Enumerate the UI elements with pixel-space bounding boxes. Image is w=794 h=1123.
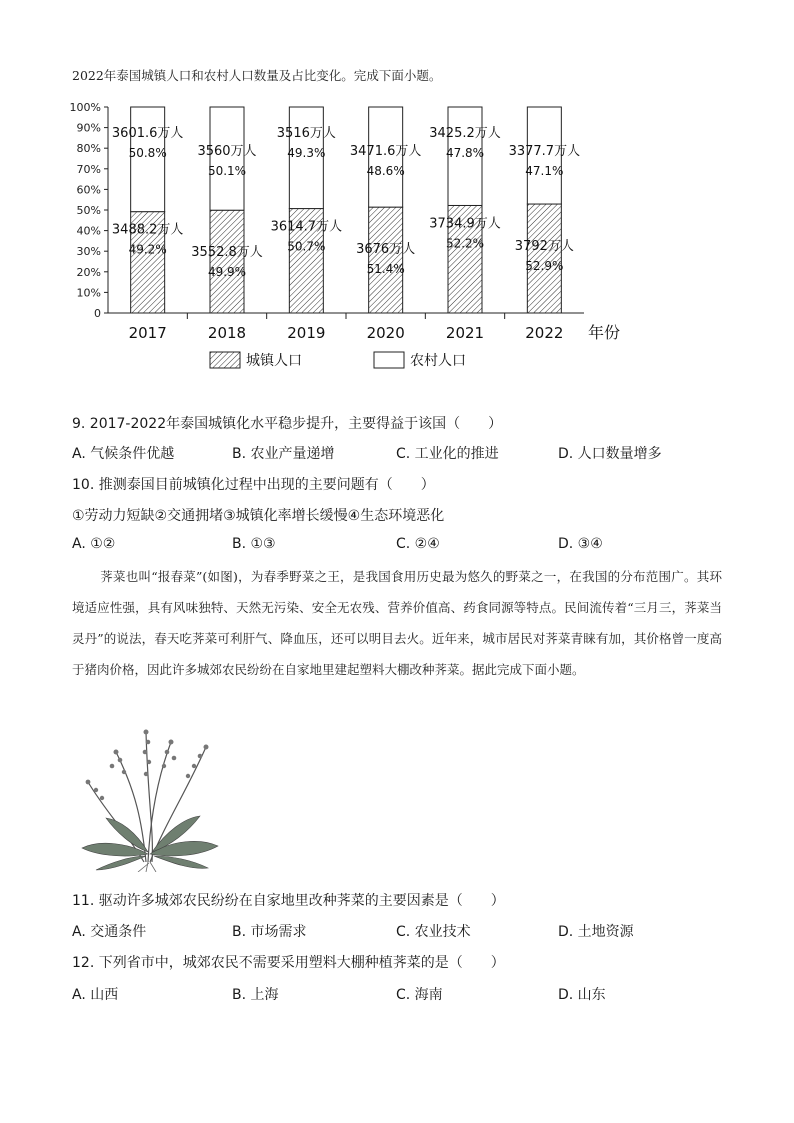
question-12: 12. 下列省市中，城郊农民不需要采用塑料大棚种植荠菜的是（ ） xyxy=(72,955,505,971)
y-tick-label: 70% xyxy=(76,162,101,176)
data-label-rural-percent: 50.1% xyxy=(207,164,247,178)
passage-text: 荠菜也叫“报春菜”(如图)，为春季野菜之王，是我国食用历史最为悠久的野菜之一，在我国的分布范围广。其环境适应性强，具有风味独特、天然无污染、安全无农残、营养价值高、药食同源等特点。民间流传着“三月三，荠菜当灵丹”的说法，春天吃荠菜可利肝气、降血压，还可以明目去火。近年来，城市居民对荠菜青睐有加，其价格曾一度高于猪肉价格，因此许多城郊农民纷纷在自家地里建起塑料大棚改种荠菜。据此完成下面小题。 xyxy=(72,569,722,677)
data-label-rural-amount: 3425.2万人 xyxy=(429,126,501,141)
q11-option-d[interactable]: D. 土地资源 xyxy=(558,924,634,940)
y-tick-label: 0 xyxy=(94,307,101,320)
data-label-urban-amount: 3488.2万人 xyxy=(111,222,184,238)
q11-option-c[interactable]: C. 农业技术 xyxy=(396,924,471,940)
data-label-urban-percent: 49.2% xyxy=(128,242,167,257)
legend-label-urban: 城镇人口 xyxy=(246,353,302,369)
x-tick-label: 2021 xyxy=(445,324,485,342)
data-label-rural-amount: 3516万人 xyxy=(276,126,336,141)
x-tick-label: 2019 xyxy=(287,324,326,342)
y-tick-label: 80% xyxy=(76,142,101,156)
data-label-urban-amount: 3676万人 xyxy=(356,242,416,258)
q10-option-d[interactable]: D. ③④ xyxy=(558,536,603,552)
data-label-rural-percent: 48.6% xyxy=(366,164,405,178)
question-10: 10. 推测泰国目前城镇化过程中出现的主要问题有（ ） xyxy=(72,477,435,493)
legend-swatch-rural xyxy=(374,352,404,368)
question-10-items: ①劳动力短缺②交通拥堵③城镇化率增长缓慢④生态环境恶化 xyxy=(72,508,445,524)
q12-option-a[interactable]: A. 山西 xyxy=(72,987,119,1003)
y-tick-label: 100% xyxy=(69,101,101,114)
legend-label-rural: 农村人口 xyxy=(410,353,466,369)
q9-option-b[interactable]: B. 农业产量递增 xyxy=(232,446,335,462)
bar-urban-population xyxy=(366,207,405,313)
y-tick-label: 10% xyxy=(76,286,101,300)
data-label-urban-percent: 52.9% xyxy=(525,259,564,274)
q9-option-c[interactable]: C. 工业化的推进 xyxy=(396,446,499,462)
data-label-rural-amount: 3560万人 xyxy=(197,144,257,159)
y-tick-label: 20% xyxy=(76,265,101,279)
question-9: 9. 2017-2022年泰国城镇化水平稳步提升，主要得益于该国（ ） xyxy=(72,416,503,432)
q9-option-a[interactable]: A. 气候条件优越 xyxy=(72,446,175,462)
y-tick-label: 50% xyxy=(76,204,101,217)
y-tick-label: 30% xyxy=(76,245,101,259)
data-label-rural-percent: 49.3% xyxy=(287,146,326,160)
q11-option-b[interactable]: B. 市场需求 xyxy=(232,924,307,940)
data-label-urban-percent: 49.9% xyxy=(207,265,247,280)
y-tick-label: 40% xyxy=(76,224,101,238)
legend-swatch-urban xyxy=(210,352,240,368)
data-label-urban-percent: 51.4% xyxy=(366,262,405,277)
x-tick-label: 2022 xyxy=(525,324,564,342)
x-axis-title: 年份 xyxy=(588,323,621,342)
q12-option-b[interactable]: B. 上海 xyxy=(232,987,279,1003)
passage xyxy=(72,561,722,685)
data-label-urban-percent: 50.7% xyxy=(287,239,326,254)
q10-option-c[interactable]: C. ②④ xyxy=(396,536,440,552)
q11-option-a[interactable]: A. 交通条件 xyxy=(72,924,147,940)
data-label-rural-percent: 50.8% xyxy=(128,146,167,160)
data-label-urban-percent: 52.2% xyxy=(445,236,485,251)
shepherds-purse-illustration xyxy=(76,722,226,872)
data-label-urban-amount: 3552.8万人 xyxy=(191,245,263,261)
data-label-urban-amount: 3614.7万人 xyxy=(270,219,343,235)
y-tick-label: 60% xyxy=(76,183,101,197)
population-stacked-bar-chart xyxy=(60,96,640,386)
y-tick-label: 90% xyxy=(76,121,101,135)
q12-option-c[interactable]: C. 海南 xyxy=(396,987,443,1003)
q10-option-b[interactable]: B. ①③ xyxy=(232,536,276,552)
q9-option-d[interactable]: D. 人口数量增多 xyxy=(558,446,662,462)
data-label-urban-amount: 3792万人 xyxy=(514,239,574,255)
data-label-urban-amount: 3734.9万人 xyxy=(429,216,501,232)
data-label-rural-amount: 3601.6万人 xyxy=(111,126,184,141)
x-tick-label: 2020 xyxy=(366,324,405,342)
x-tick-label: 2017 xyxy=(128,324,167,342)
question-11: 11. 驱动许多城郊农民纷纷在自家地里改种荠菜的主要因素是（ ） xyxy=(72,893,505,909)
data-label-rural-amount: 3471.6万人 xyxy=(349,144,422,159)
data-label-rural-percent: 47.1% xyxy=(525,164,564,178)
q10-option-a[interactable]: A. ①② xyxy=(72,536,116,552)
x-tick-label: 2018 xyxy=(207,324,247,342)
data-label-rural-amount: 3377.7万人 xyxy=(508,144,581,159)
chart-intro: 2022年泰国城镇人口和农村人口数量及占比变化。完成下面小题。 xyxy=(72,68,442,83)
data-label-rural-percent: 47.8% xyxy=(445,146,485,160)
q12-option-d[interactable]: D. 山东 xyxy=(558,987,606,1003)
